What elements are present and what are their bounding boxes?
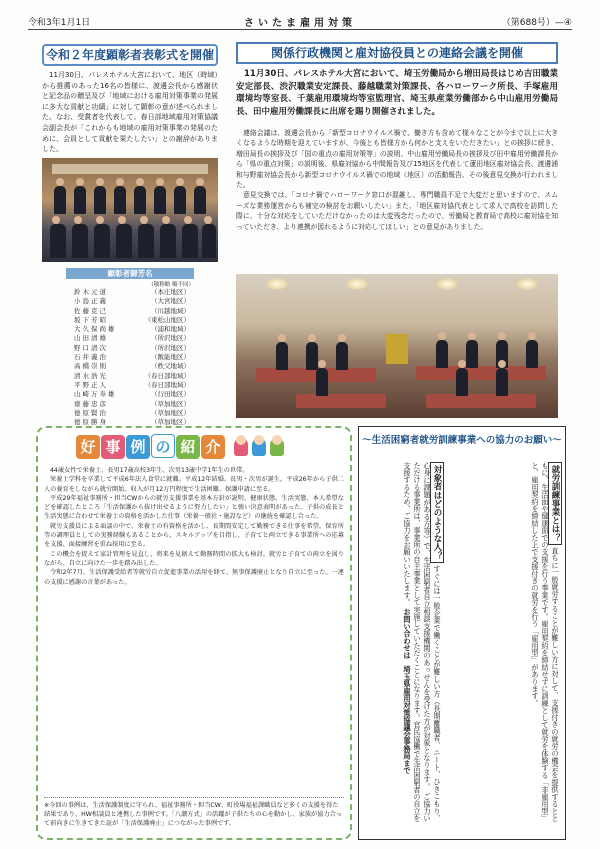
awardee-row <box>66 288 194 297</box>
child-icon <box>252 438 266 456</box>
award-group-photo <box>42 158 218 262</box>
awardee-row <box>66 344 194 353</box>
awardee-office: （所沢地区） <box>151 334 190 343</box>
person-figure <box>194 186 206 214</box>
person-figure <box>154 186 166 214</box>
awardee-row <box>66 353 194 362</box>
title-char: 事 <box>101 435 125 459</box>
conference-table <box>426 394 536 408</box>
awardee-row <box>66 372 194 381</box>
awardee-office: （草加地区） <box>151 418 190 427</box>
title-char: 例 <box>126 435 150 459</box>
awardee-office: （大宮地区） <box>151 297 190 306</box>
child-icon <box>270 438 284 456</box>
person-figure <box>74 186 86 214</box>
meeting-paragraph: 連絡会議は、渡邊会長から「新型コロナウイルス禍で、働き方も含めて様々なことが今まで以上に大きくなるような時期を迎えていますが、今後とも皆様方から何かと支えをいただきたい」との挨拶に続き、増田局長の挨拶及び「国の重点の雇用対策等」の説明、中山雇用労働局長の挨拶及び田中雇用労働課長から「県の重点対策」の説明後、県雇対協から中間報告及び15地区を代表して蓮田地区雇対協会長、渡邊浦和与野雇対協会長から新型コロナウイルス禍での地域（地区）の活動報告、その後意見交換が行われました。 <box>236 129 558 190</box>
person-figure <box>202 224 216 258</box>
meeting-article-title: 関係行政機関と雇対協役員との連絡会議を開催 <box>236 42 558 64</box>
person-figure <box>72 224 88 258</box>
meeting-article-lead: 11月30日、パレスホテル大宮において、埼玉労働局から増田局長はじめ吉田職業安定部長、渋沢職業安定課長、藤越職業対策課長、各ハローワーク所長、手塚雇用環境均等室長、千葉雇用環境均等室監理官、埼玉県産業労働部から中山雇用労働局長、田中雇用労働課長に出席を賜り開催されました。 <box>236 69 558 117</box>
chandelier-icon <box>436 278 458 290</box>
awardee-office: （秩父地域） <box>151 362 190 371</box>
awardee-name: 山田清雄 <box>74 334 108 343</box>
awardee-office: （草加地区） <box>151 408 190 417</box>
awardee-row <box>66 409 194 418</box>
person-figure <box>336 342 348 370</box>
awardee-row <box>66 400 194 409</box>
awardee-office: （所沢地区） <box>151 343 190 352</box>
meeting-hall-photo <box>236 274 558 418</box>
awardee-name: 山崎万寿雄 <box>74 390 117 399</box>
example-paragraph: 就労支援員による面談の中で、栄養士の有資格を活かし、長期間安定して勤務できる仕事を希望。保育所等の調理員としての実務経験もあることから、スキルアップを目指し、子育てと両立できる事業所への応募を支援、面接練習を重ね採用に至る。 <box>44 522 344 549</box>
awardee-name: 平野正人 <box>74 380 108 389</box>
awardee-name: 鈴木元道 <box>74 288 108 296</box>
person-figure <box>174 186 186 214</box>
answer-text: すぐには一般企業で働くことが難しい方（長期離職者、ニート、ひきこもり、心身に課題がある方等）で、生活困窮者自立相談支援機関のあっせんを受けた方が対象となります。 <box>423 462 442 822</box>
person-figure <box>134 186 146 214</box>
children-illustration <box>232 434 292 460</box>
awardee-name: 清水浩光 <box>74 371 108 380</box>
awardee-row <box>66 381 194 390</box>
good-examples-body <box>44 466 344 587</box>
awardee-office: （春日部地域） <box>144 380 190 389</box>
good-examples-note: ※今回の事例は、生活保護制度に守られ、福祉事務所・担当CW、町役場福祉課職員など多くの支援を得た結果であり、HW相談員と連携した事例です。「八潮方式」の活躍が子供たちの心を動かし、家族が協力合って前向きに生きてきた証が「生活保護廃止」につながった事例です。 <box>44 797 344 833</box>
person-figure <box>182 224 198 258</box>
conference-table <box>296 394 386 408</box>
person-figure <box>94 186 106 214</box>
awardee-row <box>66 362 194 371</box>
answer-text: 直ちに一般就労することが難しい方に対して、支援付きの就労の機会を提供するとともに、生活面や健康面での支援を行う事業です。雇用契約を締結せずに訓練として就労を体験する「非雇用型」と、雇用契約を締結した上で支援付きの就労を行う「雇用型」があります。 <box>531 462 560 822</box>
person-figure <box>496 368 508 396</box>
answer-text: ご協力いただける事業所は、事業所の自主事業として実施していただくことになります。官民協働で生活困窮者の自立を支援するため、ご協力をお願いいたします。 <box>403 462 432 822</box>
child-icon <box>234 438 248 456</box>
award-article-body: 11月30日、パレスホテル大宮において、地区（時域）から推薦のあった16名の皆様に、渡邊会長から感謝状と記念品の贈呈及び「地域における雇用対策事業の発展に多大な貢献と功績」に対して顕彰の意が述べられました。なお、受賞者を代表して、春日部地域雇用対策協議会副会長が「これからも地域の雇用対策事業の発展のために、会員として貢献を果たしたい」との謝辞がありました。 <box>42 71 218 154</box>
issue-date: 令和3年1月1日 <box>28 18 91 28</box>
awardee-office: （川越地域） <box>151 306 190 315</box>
meeting-article-body <box>236 128 558 232</box>
question-heading: 対象者はどのような人？ <box>430 462 444 563</box>
awardee-name: 坂下芳昭 <box>74 315 108 324</box>
chandelier-icon <box>266 278 288 290</box>
gold-screen <box>386 334 408 364</box>
person-figure <box>114 186 126 214</box>
issue-number: （第688号）—④ <box>501 18 572 28</box>
awardee-name: 野口清次 <box>74 343 108 352</box>
person-figure <box>306 342 318 370</box>
conference-table <box>416 366 546 380</box>
person-figure <box>466 340 478 368</box>
awardee-row <box>66 297 194 306</box>
person-figure <box>160 224 176 258</box>
contact-text: お問い合わせは 埼玉県雇用対策協議会事務局まで <box>403 608 412 774</box>
person-figure <box>94 224 110 258</box>
cooperation-section-2 <box>368 462 442 822</box>
person-figure <box>316 368 328 396</box>
awardee-row <box>66 307 194 316</box>
awardee-office: （飯能地区） <box>151 353 190 362</box>
cooperation-section-1 <box>444 462 560 822</box>
example-paragraph: 栄養士学科を卒業して平成6年法人食堂に就職。平成12年結婚。長男・次男が誕生。平成26年から子供二人の養育をしながら就労開始。収入が月12万円程度で生活困難、保護申請に至る。 <box>44 476 344 493</box>
awardee-name: 德原勝身 <box>74 418 108 427</box>
meeting-paragraph: 意見交換では、「コロナ禍でハローワーク窓口が混雑し、専門職員不足で大変だと思いますので、スムーズな業務運営からも補完の検討をお願いしたい」また、「地区雇対協代表として求人で高校を訪問した際に、十分な対応をしていただけなかったのは大変残念だったので、労働局と教育局で高校に雇対協を知っていただき、より連携が図れるように対応してほしい」との意見がありました。 <box>236 191 558 231</box>
awardee-list <box>66 268 194 437</box>
awardee-name: 石井義治 <box>74 353 108 362</box>
example-paragraph: 平成29年福祉事務所・担当CWからの就労支援事業を基本方針が説明、健康状態、生活実態、本人希望などを確認したところ「生活保護から抜け出せるように努力したい」と強い決意表明があった。子供の成長と生活実態に合わせて栄養士の資格を活かした仕事（栄養一般社・施設など）の継続を確認し合った。 <box>44 494 344 521</box>
person-figure <box>436 340 448 368</box>
person-figure <box>276 342 288 370</box>
example-paragraph: 令和2年7月、生活保護受給者等就労自立促進事業の活用を経て、無事保護廃止となり自立に至った。一連の支援に感謝の言葉があった。 <box>44 569 344 586</box>
person-figure <box>116 224 132 258</box>
award-article-title: 令和２年度顕彰者表彰式を開催 <box>42 44 218 66</box>
person-figure <box>526 340 538 368</box>
cooperation-title: ～生活困窮者就労訓練事業への協力のお願い～ <box>362 435 562 446</box>
person-figure <box>138 224 154 258</box>
publication-name: さいたま雇用対策 <box>244 18 356 29</box>
chandelier-icon <box>516 278 538 290</box>
awardee-row <box>66 316 194 325</box>
title-char: 介 <box>201 435 225 459</box>
awardee-office: （春日部地域） <box>144 371 190 380</box>
awardee-name: 小島正義 <box>74 297 108 306</box>
awardee-name: 德原賢治 <box>74 408 108 417</box>
page-header <box>28 12 572 30</box>
title-char: 紹 <box>176 435 200 459</box>
awardee-name: 高橋崇則 <box>74 362 108 371</box>
awardee-name: 佐藤克己 <box>74 306 108 315</box>
awardee-office: （東松山地区） <box>144 315 190 324</box>
awardee-name: 大久保尚雄 <box>74 325 117 334</box>
chandelier-icon <box>346 278 368 290</box>
awardee-row <box>66 390 194 399</box>
title-char: の <box>151 434 175 458</box>
awardee-row <box>66 334 194 343</box>
good-examples-title <box>76 434 226 460</box>
title-char: 好 <box>76 435 100 459</box>
question-heading: 就労訓練事業とは？ <box>548 462 562 545</box>
photo-banner <box>52 164 208 174</box>
awardee-caption: 顕彰者御芳名 <box>66 268 194 279</box>
awardee-office: （本庄地区） <box>151 288 190 296</box>
person-figure <box>456 368 468 396</box>
awardee-table <box>66 288 194 437</box>
awardee-note: （敬称略 順不同） <box>148 282 194 288</box>
awardee-office: （行田地区） <box>151 390 190 399</box>
awardee-office: （草加地区） <box>151 399 190 408</box>
person-figure <box>50 224 66 258</box>
awardee-office: （浦和地域） <box>151 325 190 334</box>
example-paragraph: 44歳女性で栄養士、長男17歳高校3年生、次男13歳中学1年生の世帯。 <box>50 467 249 474</box>
person-figure <box>54 186 66 214</box>
awardee-name: 齋藤忠彦 <box>74 399 108 408</box>
example-paragraph: この機会を捉えて家計管理を見直し、将来を見据えて勤務時間の拡大も検討。就労と子育ての両立を図りながら、自立に向けた一歩を踏み出した。 <box>44 550 344 567</box>
